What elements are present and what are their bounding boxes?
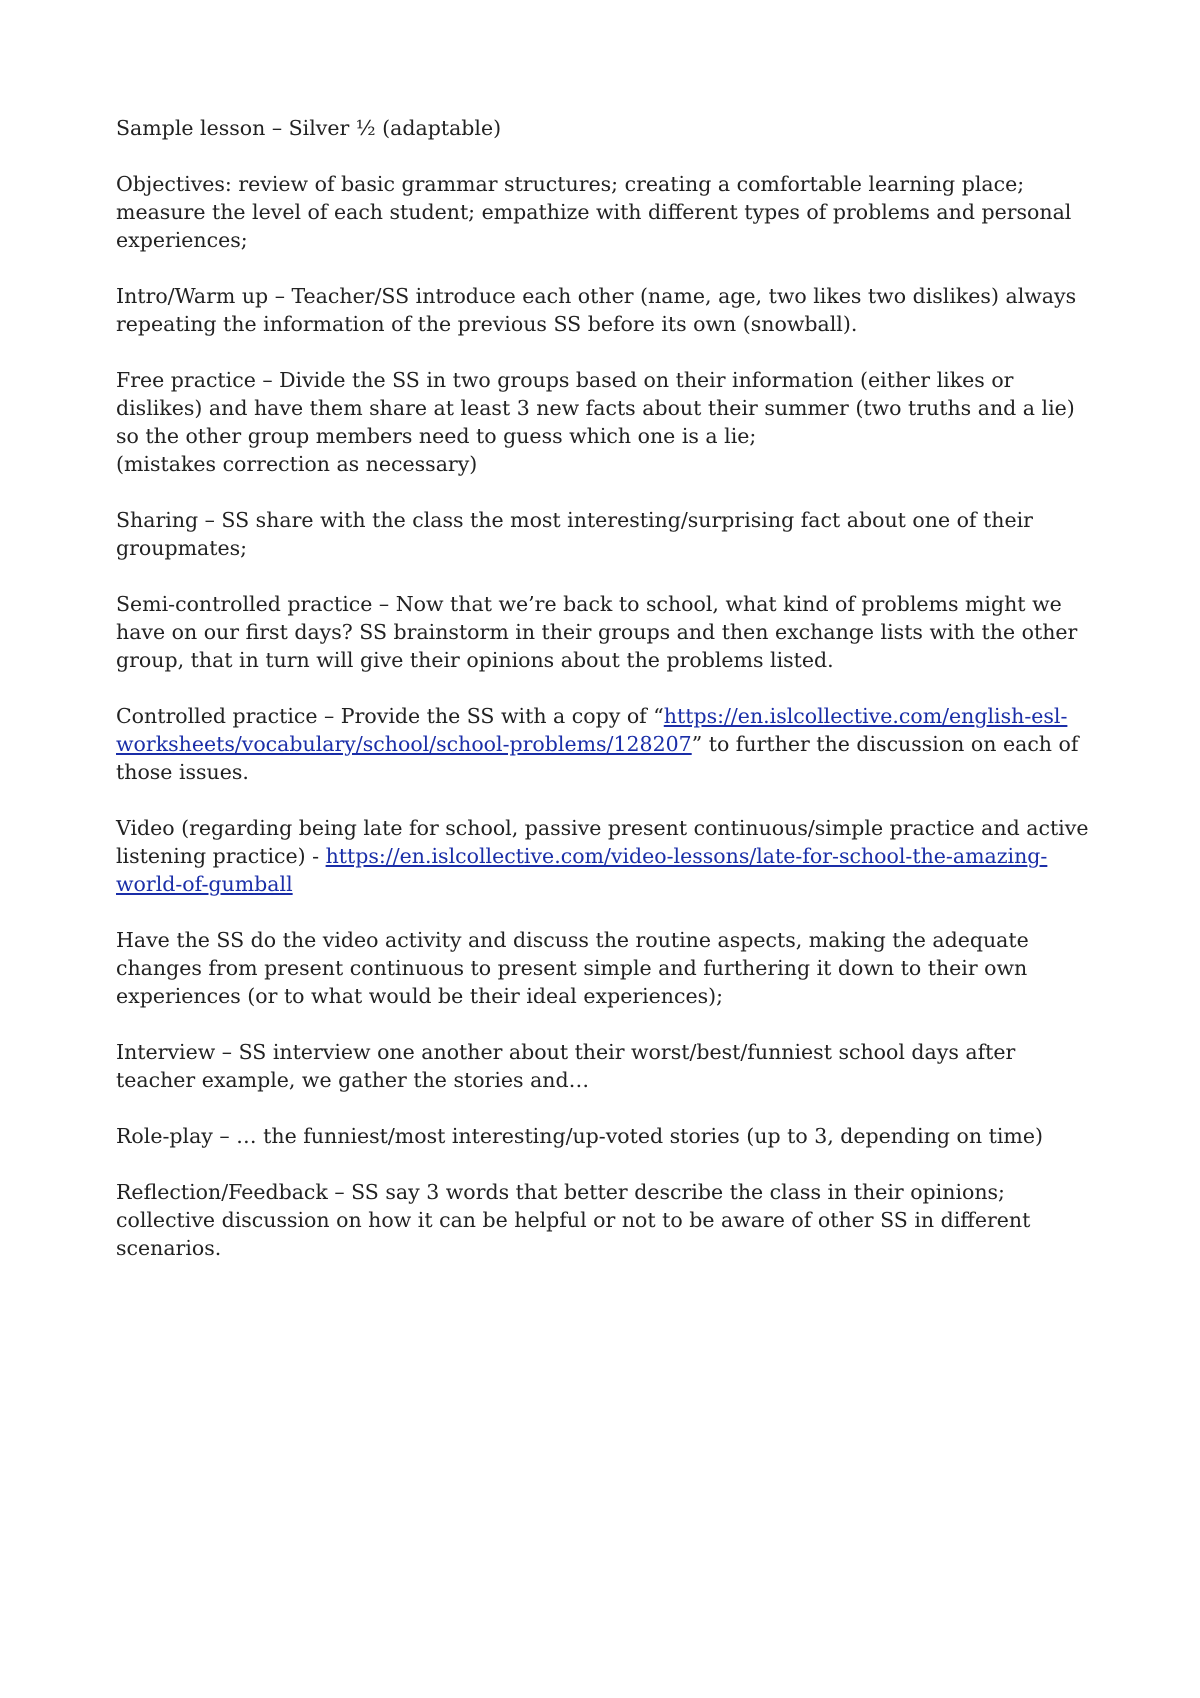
worksheet-link[interactable]: https://en.islcollective.com/english-esl-worksheets/vocabulary/school/school-problems/128207 xyxy=(116,704,1068,756)
sharing-paragraph: Sharing – SS share with the class the most interesting/surprising fact about one of their groupmates; xyxy=(116,508,1033,560)
video-lesson-link[interactable]: https://en.islcollective.com/video-lessons/late-for-school-the-amazing-world-of-gumball xyxy=(116,844,1048,896)
free-practice-note: (mistakes correction as necessary) xyxy=(116,452,478,476)
video-activity-paragraph: Have the SS do the video activity and discuss the routine aspects, making the adequate changes from present continuous to present simple and furthering it down to their own experiences (or to what would be their ideal experiences); xyxy=(116,928,1029,1008)
video-paragraph xyxy=(116,814,1100,898)
controlled-practice-prefix: Controlled practice – Provide the SS with a copy of “ xyxy=(116,704,664,728)
interview-paragraph: Interview – SS interview one another about their worst/best/funniest school days after teacher example, we gather the stories and… xyxy=(116,1040,1016,1092)
free-practice-paragraph xyxy=(116,366,1100,478)
lesson-title: Sample lesson – Silver ½ (adaptable) xyxy=(116,116,502,140)
document-body xyxy=(116,114,1100,1290)
controlled-practice-suffix: ” to further the discussion on each of those issues. xyxy=(116,732,1079,784)
free-practice-text: Free practice – Divide the SS in two groups based on their information (either likes or dislikes) and have them share at least 3 new facts about their summer (two truths and a lie) so the other group members need to guess which one is a lie; xyxy=(116,368,1075,448)
reflection-paragraph: Reflection/Feedback – SS say 3 words that better describe the class in their opinions; collective discussion on how it can be helpful or not to be aware of other SS in different scenarios. xyxy=(116,1180,1031,1260)
objectives-paragraph: Objectives: review of basic grammar structures; creating a comfortable learning place; measure the level of each student; empathize with different types of problems and personal experiences; xyxy=(116,172,1072,252)
roleplay-paragraph: Role-play – … the funniest/most interesting/up-voted stories (up to 3, depending on time) xyxy=(116,1124,1043,1148)
video-prefix: Video (regarding being late for school, passive present continuous/simple practice and active listening practice) - xyxy=(116,816,1089,868)
controlled-practice-paragraph xyxy=(116,702,1100,786)
intro-paragraph: Intro/Warm up – Teacher/SS introduce each other (name, age, two likes two dislikes) always repeating the information of the previous SS before its own (snowball). xyxy=(116,284,1077,336)
semi-controlled-paragraph: Semi-controlled practice – Now that we’re back to school, what kind of problems might we have on our first days? SS brainstorm in their groups and then exchange lists with the other group, that in turn will give their opinions about the problems listed. xyxy=(116,592,1078,672)
